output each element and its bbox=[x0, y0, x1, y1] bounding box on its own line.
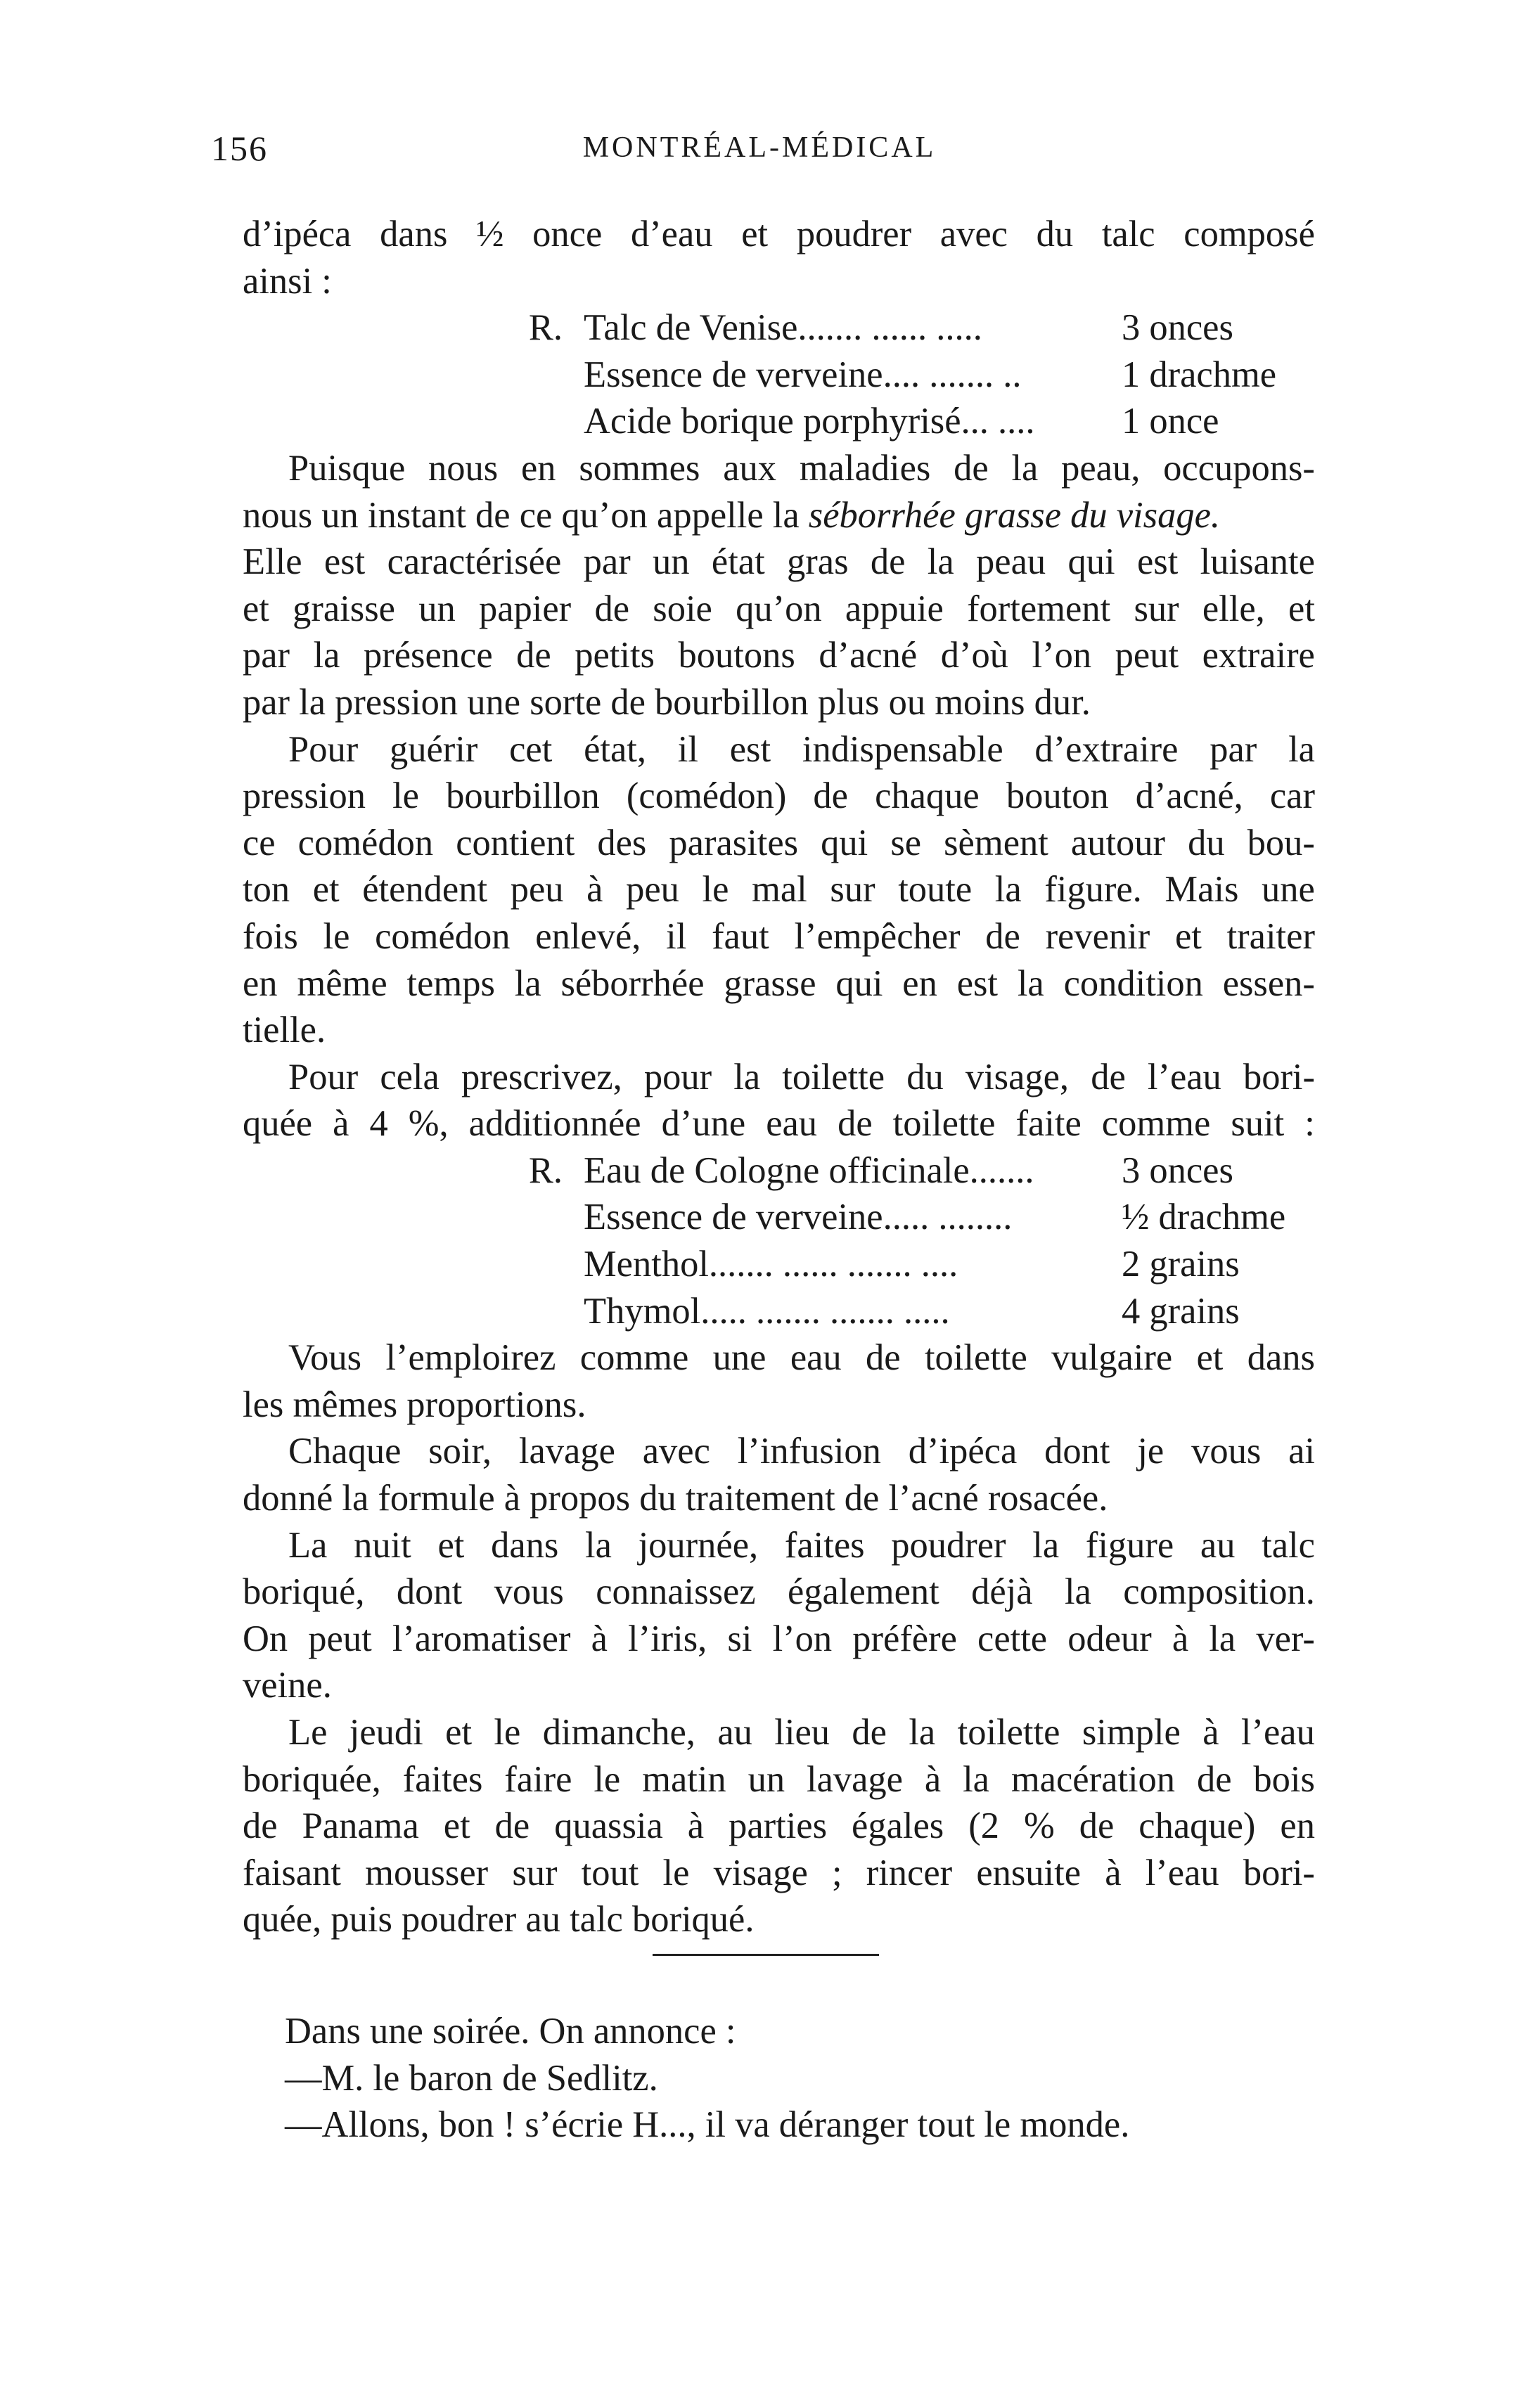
prescription-row bbox=[243, 304, 1315, 352]
ingredient-name: Thymol..... ....... ....... ..... bbox=[584, 1290, 950, 1332]
text-line: Dans une soirée. On annonce : bbox=[285, 2011, 736, 2052]
text-line: Chaque soir, lavage avec l’infusion d’ipéca dont je vous ai bbox=[288, 1431, 1315, 1472]
ingredient-name: Eau de Cologne officinale....... bbox=[584, 1150, 1034, 1191]
paragraph bbox=[243, 445, 1315, 726]
running-title: MONTRÉAL-MÉDICAL bbox=[582, 131, 937, 164]
prescription-row bbox=[243, 1241, 1315, 1288]
text-line: d’ipéca dans ½ once d’eau et poudrer avec du talc composé bbox=[243, 214, 1315, 255]
paragraph bbox=[243, 1334, 1315, 1428]
text-line: boriquée, faites faire le matin un lavage à la macération de bois bbox=[243, 1758, 1315, 1800]
text-line: ainsi : bbox=[243, 260, 332, 302]
text-line: en même temps la séborrhée grasse qui en est la condition essen- bbox=[243, 962, 1315, 1004]
body-text bbox=[243, 211, 1315, 1943]
text-line: quée à 4 %, additionnée d’une eau de toilette faite comme suit : bbox=[243, 1103, 1315, 1145]
text-line: pression le bourbillon (comédon) de chaque bouton d’acné, car bbox=[243, 775, 1315, 817]
prescription-row bbox=[243, 1194, 1315, 1241]
text-line: —Allons, bon ! s’écrie H..., il va déranger tout le monde. bbox=[285, 2104, 1130, 2146]
text-line: —M. le baron de Sedlitz. bbox=[285, 2057, 658, 2099]
page-header bbox=[211, 128, 1308, 184]
text-line: donné la formule à propos du traitement de l’acné rosacée. bbox=[243, 1478, 1108, 1519]
text-line: ce comédon contient des parasites qui se sèment autour du bou- bbox=[243, 822, 1315, 863]
ingredient-quantity: 4 grains bbox=[1122, 1290, 1240, 1332]
text-line: tielle. bbox=[243, 1010, 326, 1051]
paragraph bbox=[243, 1054, 1315, 1147]
text-line bbox=[243, 492, 1315, 539]
recipe-mark: R. bbox=[528, 1150, 563, 1191]
ingredient-name: Essence de verveine.... ....... .. bbox=[584, 354, 1022, 395]
recipe-mark: R. bbox=[528, 307, 563, 349]
text-line: boriqué, dont vous connaissez également déjà la composition. bbox=[243, 1571, 1315, 1613]
paragraph bbox=[243, 1522, 1315, 1709]
text-line: faisant mousser sur tout le visage ; rincer ensuite à l’eau bori- bbox=[243, 1852, 1315, 1893]
text-line: Vous l’emploirez comme une eau de toilette vulgaire et dans bbox=[288, 1337, 1315, 1379]
ingredient-quantity: ½ drachme bbox=[1122, 1197, 1286, 1238]
text-line: de Panama et de quassia à parties égales (2 % de chaque) en bbox=[243, 1805, 1315, 1847]
ingredient-name: Talc de Venise....... ...... ..... bbox=[584, 307, 982, 349]
prescription-row bbox=[243, 1147, 1315, 1195]
paragraph bbox=[243, 1709, 1315, 1943]
prescription-1 bbox=[243, 304, 1315, 445]
ingredient-quantity: 1 once bbox=[1122, 401, 1219, 442]
ingredient-name: Menthol....... ...... ....... .... bbox=[584, 1244, 958, 1285]
emphasis-term: séborrhée grasse du visage. bbox=[808, 494, 1220, 536]
prescription-row bbox=[243, 398, 1315, 445]
anecdote bbox=[285, 2008, 1129, 2149]
ingredient-quantity: 3 onces bbox=[1122, 307, 1233, 349]
text-line: On peut l’aromatiser à l’iris, si l’on préfère cette odeur à la ver- bbox=[243, 1618, 1315, 1659]
text-line: fois le comédon enlevé, il faut l’empêcher de revenir et traiter bbox=[243, 915, 1315, 957]
ingredient-quantity: 1 drachme bbox=[1122, 354, 1277, 395]
text-line: veine. bbox=[243, 1665, 332, 1706]
text-line: ton et étendent peu à peu le mal sur toute la figure. Mais une bbox=[243, 869, 1315, 910]
section-divider bbox=[653, 1954, 879, 1956]
ingredient-quantity: 3 onces bbox=[1122, 1150, 1233, 1191]
prescription-2 bbox=[243, 1147, 1315, 1334]
prescription-row bbox=[243, 1288, 1315, 1335]
text-line: les mêmes proportions. bbox=[243, 1384, 586, 1425]
paragraph bbox=[243, 726, 1315, 1054]
ingredient-name: Acide borique porphyrisé... .... bbox=[584, 401, 1035, 442]
text-line: et graisse un papier de soie qu’on appuie fortement sur elle, et bbox=[243, 588, 1315, 629]
text-line: Puisque nous en sommes aux maladies de la peau, occupons- bbox=[288, 447, 1315, 489]
paragraph bbox=[243, 1428, 1315, 1521]
text-line: Elle est caractérisée par un état gras de la peau qui est luisante bbox=[243, 541, 1315, 583]
text-line: par la pression une sorte de bourbillon plus ou moins dur. bbox=[243, 681, 1091, 723]
text-line: Le jeudi et le dimanche, au lieu de la toilette simple à l’eau bbox=[288, 1712, 1315, 1753]
text-line: Pour cela prescrivez, pour la toilette du visage, de l’eau bori- bbox=[288, 1056, 1315, 1097]
text-line: La nuit et dans la journée, faites poudrer la figure au talc bbox=[288, 1524, 1315, 1566]
text-line: par la présence de petits boutons d’acné d’où l’on peut extraire bbox=[243, 635, 1315, 676]
ingredient-name: Essence de verveine..... ........ bbox=[584, 1197, 1013, 1238]
ingredient-quantity: 2 grains bbox=[1122, 1244, 1240, 1285]
text-line: quée, puis poudrer au talc boriqué. bbox=[243, 1899, 755, 1940]
prescription-row bbox=[243, 352, 1315, 399]
page-number: 156 bbox=[211, 129, 268, 168]
text-span: nous un instant de ce qu’on appelle la bbox=[243, 494, 809, 536]
text-line: Pour guérir cet état, il est indispensable d’extraire par la bbox=[288, 728, 1315, 770]
